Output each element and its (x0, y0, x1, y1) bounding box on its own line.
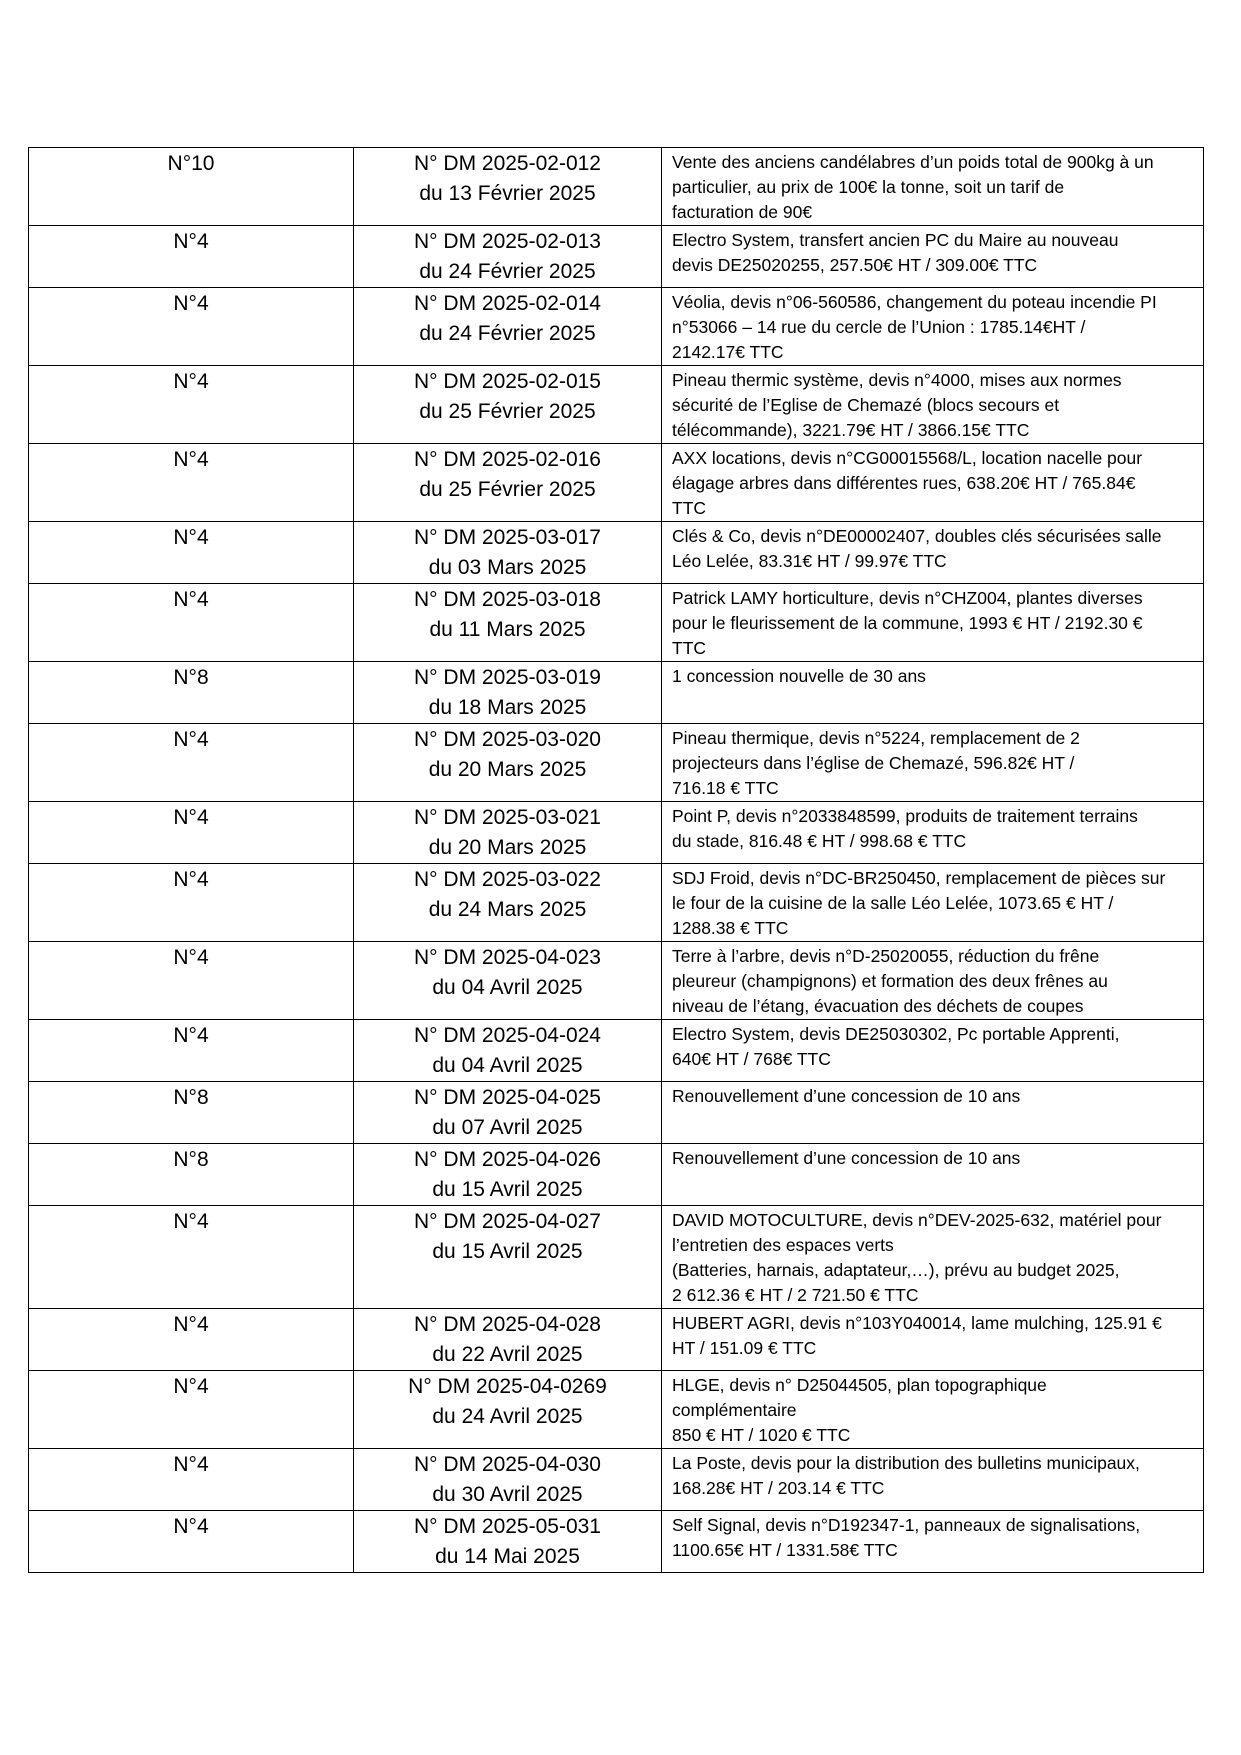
decision-description-cell (662, 522, 1204, 584)
decisions-table (28, 147, 1204, 1573)
decision-description-cell (662, 724, 1204, 802)
description-line: pleureur (champignons) et formation des deux frênes au (672, 971, 1108, 991)
table-row (29, 1144, 1204, 1206)
description-line: SDJ Froid, devis n°DC-BR250450, remplacement de pièces sur (672, 868, 1166, 888)
description-line: TTC (672, 498, 707, 518)
decision-number-cell: N°4 (29, 1371, 354, 1449)
description-line: Vente des anciens candélabres d’un poids total de 900kg à un (672, 152, 1154, 172)
decision-date: du 24 Février 2025 (419, 322, 596, 345)
decision-reference: N° DM 2025-04-025 (414, 1086, 601, 1109)
decision-description-cell (662, 1511, 1204, 1573)
decision-reference: N° DM 2025-04-026 (414, 1148, 601, 1171)
decision-reference: N° DM 2025-03-021 (414, 806, 601, 829)
decision-reference: N° DM 2025-02-012 (414, 152, 601, 175)
decision-number-cell: N°4 (29, 226, 354, 288)
table-row (29, 444, 1204, 522)
description-line: 1100.65€ HT / 1331.58€ TTC (672, 1540, 898, 1560)
decision-reference: N° DM 2025-02-013 (414, 230, 601, 253)
table-row (29, 584, 1204, 662)
decision-description-cell (662, 1449, 1204, 1511)
decision-number-cell: N°4 (29, 522, 354, 584)
decision-date: du 11 Mars 2025 (429, 618, 586, 641)
decision-number-cell: N°4 (29, 584, 354, 662)
decision-description-cell (662, 366, 1204, 444)
decision-reference: N° DM 2025-03-017 (414, 526, 601, 549)
description-line: Pineau thermic système, devis n°4000, mises aux normes (672, 370, 1122, 390)
description-line: Point P, devis n°2033848599, produits de traitement terrains (672, 806, 1138, 826)
description-line: Clés & Co, devis n°DE00002407, doubles clés sécurisées salle (672, 526, 1162, 546)
decision-date: du 13 Février 2025 (419, 182, 596, 205)
decision-date: du 20 Mars 2025 (428, 836, 587, 859)
decisions-table-body (29, 148, 1204, 1573)
decision-reference: N° DM 2025-02-014 (414, 292, 601, 315)
decision-reference-cell (354, 662, 662, 724)
decision-reference-cell (354, 1449, 662, 1511)
description-line: Renouvellement d’une concession de 10 ans (672, 1086, 1021, 1106)
table-row (29, 942, 1204, 1020)
decision-reference: N° DM 2025-04-028 (414, 1313, 601, 1336)
table-row (29, 802, 1204, 864)
decision-reference: N° DM 2025-02-015 (414, 370, 601, 393)
description-line: 1 concession nouvelle de 30 ans (672, 666, 926, 686)
table-row (29, 1309, 1204, 1371)
decision-number-cell: N°4 (29, 288, 354, 366)
decision-number-cell: N°8 (29, 1082, 354, 1144)
decision-reference-cell (354, 444, 662, 522)
decision-number-cell: N°4 (29, 1511, 354, 1573)
decision-description-cell (662, 226, 1204, 288)
table-row (29, 1206, 1204, 1309)
decision-number-cell: N°4 (29, 444, 354, 522)
description-line: 850 € HT / 1020 € TTC (672, 1425, 851, 1445)
decision-reference: N° DM 2025-04-024 (414, 1024, 601, 1047)
description-line: 1288.38 € TTC (672, 918, 789, 938)
description-line: complémentaire (672, 1400, 797, 1420)
decision-description-cell (662, 662, 1204, 724)
decision-description-cell (662, 584, 1204, 662)
description-line: élagage arbres dans différentes rues, 638.20€ HT / 765.84€ (672, 473, 1136, 493)
table-row (29, 226, 1204, 288)
decision-description-cell (662, 1309, 1204, 1371)
decision-number-cell: N°4 (29, 802, 354, 864)
decision-reference: N° DM 2025-03-019 (414, 666, 601, 689)
description-line: facturation de 90€ (672, 202, 813, 222)
decision-reference: N° DM 2025-04-0269 (408, 1375, 607, 1398)
decision-date: du 24 Avril 2025 (432, 1405, 583, 1428)
decision-reference: N° DM 2025-04-027 (414, 1210, 601, 1233)
decision-date: du 04 Avril 2025 (432, 1054, 583, 1077)
decision-number-cell: N°4 (29, 1309, 354, 1371)
decision-reference-cell (354, 1082, 662, 1144)
decision-date: du 20 Mars 2025 (428, 758, 587, 781)
table-row (29, 724, 1204, 802)
decision-reference-cell (354, 584, 662, 662)
description-line: Patrick LAMY horticulture, devis n°CHZ004, plantes diverses (672, 588, 1143, 608)
description-line: Self Signal, devis n°D192347-1, panneaux de signalisations, (672, 1515, 1141, 1535)
decision-date: du 07 Avril 2025 (432, 1116, 583, 1139)
description-line: Véolia, devis n°06-560586, changement du poteau incendie PI (672, 292, 1157, 312)
decision-date: du 25 Février 2025 (419, 478, 596, 501)
decision-reference: N° DM 2025-04-030 (414, 1453, 601, 1476)
decision-date: du 15 Avril 2025 (432, 1240, 583, 1263)
table-row (29, 522, 1204, 584)
decision-reference: N° DM 2025-05-031 (414, 1515, 601, 1538)
table-row (29, 1020, 1204, 1082)
description-line: Renouvellement d’une concession de 10 ans (672, 1148, 1021, 1168)
table-row (29, 1082, 1204, 1144)
decision-description-cell (662, 444, 1204, 522)
description-line: AXX locations, devis n°CG00015568/L, location nacelle pour (672, 448, 1143, 468)
description-line: HUBERT AGRI, devis n°103Y040014, lame mulching, 125.91 € (672, 1313, 1162, 1333)
decision-reference-cell (354, 1206, 662, 1309)
table-row (29, 148, 1204, 226)
table-row (29, 1449, 1204, 1511)
decision-reference-cell (354, 522, 662, 584)
decision-reference-cell (354, 864, 662, 942)
decision-description-cell (662, 148, 1204, 226)
decision-description-cell (662, 1206, 1204, 1309)
decision-date: du 25 Février 2025 (419, 400, 596, 423)
decision-description-cell (662, 802, 1204, 864)
decision-number-cell: N°8 (29, 1144, 354, 1206)
description-line: HLGE, devis n° D25044505, plan topographique (672, 1375, 1047, 1395)
decision-reference-cell (354, 1371, 662, 1449)
decision-reference-cell (354, 1309, 662, 1371)
table-row (29, 1511, 1204, 1573)
decision-date: du 24 Février 2025 (419, 260, 596, 283)
description-line: Léo Lelée, 83.31€ HT / 99.97€ TTC (672, 551, 947, 571)
decision-number-cell: N°4 (29, 864, 354, 942)
decision-description-cell (662, 1144, 1204, 1206)
table-row (29, 1371, 1204, 1449)
description-line: Terre à l’arbre, devis n°D-25020055, réduction du frêne (672, 946, 1100, 966)
description-line: du stade, 816.48 € HT / 998.68 € TTC (672, 831, 967, 851)
description-line: HT / 151.09 € TTC (672, 1338, 817, 1358)
decision-description-cell (662, 1371, 1204, 1449)
decision-reference-cell (354, 226, 662, 288)
decision-date: du 30 Avril 2025 (432, 1483, 583, 1506)
description-line: Pineau thermique, devis n°5224, remplacement de 2 (672, 728, 1080, 748)
decision-number-cell: N°4 (29, 366, 354, 444)
decision-number-cell: N°8 (29, 662, 354, 724)
decision-description-cell (662, 288, 1204, 366)
decision-date: du 18 Mars 2025 (428, 696, 587, 719)
table-row (29, 662, 1204, 724)
description-line: Electro System, devis DE25030302, Pc portable Apprenti, (672, 1024, 1120, 1044)
description-line: TTC (672, 638, 707, 658)
decision-date: du 14 Mai 2025 (435, 1545, 580, 1568)
description-line: (Batteries, harnais, adaptateur,…), prévu au budget 2025, (672, 1260, 1120, 1280)
description-line: devis DE25020255, 257.50€ HT / 309.00€ TTC (672, 255, 1038, 275)
decision-date: du 24 Mars 2025 (428, 898, 587, 921)
description-line: niveau de l’étang, évacuation des déchets de coupes (672, 996, 1084, 1016)
decision-number-cell: N°4 (29, 1449, 354, 1511)
decision-reference-cell (354, 288, 662, 366)
description-line: Electro System, transfert ancien PC du Maire au nouveau (672, 230, 1119, 250)
description-line: particulier, au prix de 100€ la tonne, soit un tarif de (672, 177, 1065, 197)
decision-number-cell: N°4 (29, 724, 354, 802)
decision-description-cell (662, 942, 1204, 1020)
decision-reference-cell (354, 1144, 662, 1206)
decision-reference: N° DM 2025-02-016 (414, 448, 601, 471)
decision-description-cell (662, 1082, 1204, 1144)
decision-date: du 04 Avril 2025 (432, 976, 583, 999)
description-line: DAVID MOTOCULTURE, devis n°DEV-2025-632, matériel pour (672, 1210, 1162, 1230)
description-line: l’entretien des espaces verts (672, 1235, 894, 1255)
description-line: n°53066 – 14 rue du cercle de l’Union : 1785.14€HT / (672, 317, 1086, 337)
description-line: 716.18 € TTC (672, 778, 779, 798)
description-line: 640€ HT / 768€ TTC (672, 1049, 831, 1069)
table-row (29, 288, 1204, 366)
decision-reference-cell (354, 366, 662, 444)
description-line: sécurité de l’Eglise de Chemazé (blocs secours et (672, 395, 1060, 415)
description-line: 168.28€ HT / 203.14 € TTC (672, 1478, 885, 1498)
decision-reference: N° DM 2025-03-018 (414, 588, 601, 611)
decision-number-cell: N°10 (29, 148, 354, 226)
decision-reference-cell (354, 942, 662, 1020)
decision-reference-cell (354, 148, 662, 226)
decision-reference: N° DM 2025-03-020 (414, 728, 601, 751)
description-line: télécommande), 3221.79€ HT / 3866.15€ TTC (672, 420, 1030, 440)
decision-reference-cell (354, 802, 662, 864)
decision-date: du 22 Avril 2025 (432, 1343, 583, 1366)
table-row (29, 366, 1204, 444)
decision-date: du 15 Avril 2025 (432, 1178, 583, 1201)
description-line: pour le fleurissement de la commune, 1993 € HT / 2192.30 € (672, 613, 1143, 633)
decision-number-cell: N°4 (29, 942, 354, 1020)
description-line: le four de la cuisine de la salle Léo Lelée, 1073.65 € HT / (672, 893, 1114, 913)
description-line: 2 612.36 € HT / 2 721.50 € TTC (672, 1285, 919, 1305)
decision-reference-cell (354, 1511, 662, 1573)
description-line: La Poste, devis pour la distribution des bulletins municipaux, (672, 1453, 1140, 1473)
description-line: 2142.17€ TTC (672, 342, 784, 362)
decision-number-cell: N°4 (29, 1206, 354, 1309)
decision-reference: N° DM 2025-04-023 (414, 946, 601, 969)
decision-reference: N° DM 2025-03-022 (414, 868, 601, 891)
decision-number-cell: N°4 (29, 1020, 354, 1082)
decision-description-cell (662, 864, 1204, 942)
decision-description-cell (662, 1020, 1204, 1082)
table-row (29, 864, 1204, 942)
decision-reference-cell (354, 724, 662, 802)
description-line: projecteurs dans l’église de Chemazé, 596.82€ HT / (672, 753, 1075, 773)
decision-reference-cell (354, 1020, 662, 1082)
decision-date: du 03 Mars 2025 (428, 556, 587, 579)
